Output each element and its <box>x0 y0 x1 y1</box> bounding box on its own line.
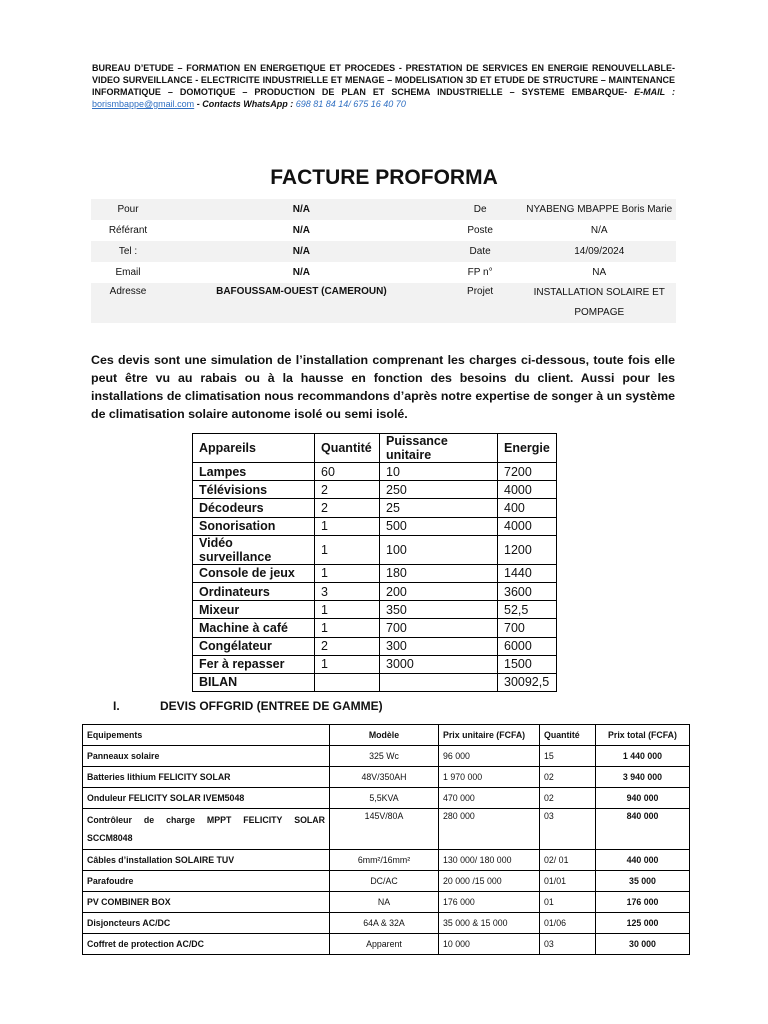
table-cell: Télévisions <box>193 481 315 499</box>
table-cell: 176 000 <box>439 892 540 913</box>
table-cell: Vidéo surveillance <box>193 535 315 564</box>
table-row <box>193 582 557 600</box>
info-label: Poste <box>467 225 493 236</box>
contacts-label: - Contacts WhatsApp : <box>196 99 294 109</box>
info-label: FP n° <box>467 267 493 278</box>
info-value: NA <box>592 267 607 278</box>
table-cell: 1 <box>315 564 380 582</box>
table-cell: 64A & 32A <box>330 913 439 934</box>
table-cell: Parafoudre <box>83 871 330 892</box>
table-row <box>193 481 557 499</box>
table-cell: 700 <box>498 619 557 637</box>
devis-header-row <box>83 725 690 746</box>
section-heading <box>113 699 383 713</box>
table-cell: 2 <box>315 499 380 517</box>
table-row <box>193 601 557 619</box>
table-cell: 15 <box>540 746 596 767</box>
table-cell: 03 <box>540 934 596 955</box>
table-cell: 6000 <box>498 637 557 655</box>
table-row <box>83 850 690 871</box>
table-cell: 4000 <box>498 481 557 499</box>
table-cell: Apparent <box>330 934 439 955</box>
col-header: Quantité <box>540 725 596 746</box>
col-header: Energie <box>498 434 557 463</box>
table-cell: 2 <box>315 637 380 655</box>
table-cell: 25 <box>380 499 498 517</box>
table-cell: 470 000 <box>439 788 540 809</box>
info-value: BAFOUSSAM-OUEST (CAMEROUN) <box>165 283 438 323</box>
table-cell: Congélateur <box>193 637 315 655</box>
info-row <box>91 199 676 220</box>
table-cell: Onduleur FELICITY SOLAR IVEM5048 <box>83 788 330 809</box>
table-cell: 30 000 <box>596 934 690 955</box>
info-label: Référant <box>108 225 148 236</box>
table-cell: 145V/80A <box>330 809 439 850</box>
table-cell: 01/06 <box>540 913 596 934</box>
table-row <box>83 913 690 934</box>
table-cell: 280 000 <box>439 809 540 850</box>
table-cell: Batteries lithium FELICITY SOLAR <box>83 767 330 788</box>
table-cell: 3 <box>315 582 380 600</box>
table-cell: 3 940 000 <box>596 767 690 788</box>
table-cell: Décodeurs <box>193 499 315 517</box>
table-cell: 5,5KVA <box>330 788 439 809</box>
col-header: Equipements <box>83 725 330 746</box>
table-cell: 03 <box>540 809 596 850</box>
info-label: De <box>438 199 523 220</box>
table-row <box>83 788 690 809</box>
total-label: BILAN <box>193 673 315 691</box>
info-value: N/A <box>165 241 438 262</box>
document-title: FACTURE PROFORMA <box>270 166 498 189</box>
table-cell: 1 <box>315 655 380 673</box>
empty-cell <box>315 673 380 691</box>
info-value: N/A <box>292 267 310 278</box>
table-cell: 10 <box>380 463 498 481</box>
section-number: I. <box>113 699 120 713</box>
table-cell: Machine à café <box>193 619 315 637</box>
info-label: Pour <box>91 199 165 220</box>
table-row <box>193 619 557 637</box>
table-cell: 35 000 <box>596 871 690 892</box>
table-cell: 01 <box>540 892 596 913</box>
total-value: 30092,5 <box>498 673 557 691</box>
info-label: Adresse <box>91 283 165 323</box>
table-cell: Câbles d’installation SOLAIRE TUV <box>83 850 330 871</box>
loads-total-row <box>193 673 557 691</box>
table-cell: 400 <box>498 499 557 517</box>
table-row <box>193 564 557 582</box>
loads-body <box>193 463 557 674</box>
table-cell: 60 <box>315 463 380 481</box>
info-row <box>91 283 676 323</box>
table-cell: 130 000/ 180 000 <box>439 850 540 871</box>
devis-table <box>82 724 690 955</box>
company-header <box>92 62 675 110</box>
table-cell: 6mm²/16mm² <box>330 850 439 871</box>
table-cell: 250 <box>380 481 498 499</box>
empty-cell <box>380 673 498 691</box>
table-cell: Ordinateurs <box>193 582 315 600</box>
table-cell: 180 <box>380 564 498 582</box>
table-cell: 10 000 <box>439 934 540 955</box>
table-cell: Disjoncteurs AC/DC <box>83 913 330 934</box>
table-row <box>83 892 690 913</box>
table-cell: 1500 <box>498 655 557 673</box>
table-cell: 840 000 <box>596 809 690 850</box>
table-cell: Sonorisation <box>193 517 315 535</box>
info-value: NYABENG MBAPPE Boris Marie <box>523 199 677 220</box>
col-header: Quantité <box>315 434 380 463</box>
table-row <box>193 535 557 564</box>
table-cell: 1200 <box>498 535 557 564</box>
col-header: Modèle <box>330 725 439 746</box>
table-row <box>83 934 690 955</box>
table-cell: NA <box>330 892 439 913</box>
table-cell: Lampes <box>193 463 315 481</box>
table-cell: 1 <box>315 535 380 564</box>
loads-header-row <box>193 434 557 463</box>
info-row <box>91 241 676 262</box>
table-cell: 176 000 <box>596 892 690 913</box>
table-cell: 7200 <box>498 463 557 481</box>
devis-body <box>83 746 690 955</box>
table-cell: 1 <box>315 619 380 637</box>
table-cell: 02 <box>540 788 596 809</box>
table-cell: 325 Wc <box>330 746 439 767</box>
table-row <box>83 809 690 850</box>
table-row <box>83 767 690 788</box>
email-label: E-MAIL : <box>634 87 675 97</box>
table-cell: 35 000 & 15 000 <box>439 913 540 934</box>
intro-paragraph: Ces devis sont une simulation de l’installation comprenant les charges ci-dessous, toute fois elle peut être vu au rabais ou à la hausse en fonction des besoins du client. Aussi pour les installations de climatisation nous recommandons d’après notre expertise de songer à un système de climatisation solaire autonome isolé ou semi isolé. <box>91 353 675 421</box>
col-header: Puissance unitaire <box>380 434 498 463</box>
table-cell: 02/ 01 <box>540 850 596 871</box>
table-cell: 02 <box>540 767 596 788</box>
section-title: DEVIS OFFGRID (ENTREE DE GAMME) <box>160 699 383 713</box>
table-cell: 96 000 <box>439 746 540 767</box>
info-value: N/A <box>590 225 608 236</box>
table-cell: Mixeur <box>193 601 315 619</box>
table-row <box>83 871 690 892</box>
info-value: N/A <box>292 225 310 236</box>
table-cell: Panneaux solaire <box>83 746 330 767</box>
table-cell: 1 970 000 <box>439 767 540 788</box>
table-cell: Fer à repasser <box>193 655 315 673</box>
table-cell: 125 000 <box>596 913 690 934</box>
table-cell: 1 440 000 <box>596 746 690 767</box>
table-cell: 01/01 <box>540 871 596 892</box>
table-cell: 2 <box>315 481 380 499</box>
col-header: Prix total (FCFA) <box>596 725 690 746</box>
table-cell: 200 <box>380 582 498 600</box>
table-cell: 1440 <box>498 564 557 582</box>
info-label: Projet <box>438 283 523 323</box>
table-cell: 940 000 <box>596 788 690 809</box>
info-row <box>91 220 676 241</box>
table-row <box>193 463 557 481</box>
info-label: Date <box>438 241 523 262</box>
table-row <box>193 499 557 517</box>
info-value: 14/09/2024 <box>523 241 677 262</box>
table-row <box>193 517 557 535</box>
loads-table <box>192 433 557 692</box>
table-cell: 4000 <box>498 517 557 535</box>
table-cell: 500 <box>380 517 498 535</box>
table-cell: 52,5 <box>498 601 557 619</box>
info-value: INSTALLATION SOLAIRE ET POMPAGE <box>523 283 677 323</box>
table-cell: 440 000 <box>596 850 690 871</box>
table-cell: Coffret de protection AC/DC <box>83 934 330 955</box>
table-cell: 700 <box>380 619 498 637</box>
table-cell: 20 000 /15 000 <box>439 871 540 892</box>
table-cell: 48V/350AH <box>330 767 439 788</box>
table-cell: 3000 <box>380 655 498 673</box>
table-cell: 100 <box>380 535 498 564</box>
col-header: Prix unitaire (FCFA) <box>439 725 540 746</box>
table-cell: 1 <box>315 517 380 535</box>
table-row <box>193 655 557 673</box>
email-link[interactable]: borismbappe@gmail.com <box>92 99 195 109</box>
info-label: Tel : <box>91 241 165 262</box>
table-cell: 350 <box>380 601 498 619</box>
col-header: Appareils <box>193 434 315 463</box>
table-cell: 3600 <box>498 582 557 600</box>
table-cell: DC/AC <box>330 871 439 892</box>
info-value: N/A <box>165 199 438 220</box>
table-row <box>193 637 557 655</box>
phone-numbers: 698 81 84 14/ 675 16 40 70 <box>295 99 406 109</box>
info-row <box>91 262 676 283</box>
table-cell: PV COMBINER BOX <box>83 892 330 913</box>
table-cell: 1 <box>315 601 380 619</box>
info-table <box>91 199 676 323</box>
table-cell: Contrôleur de charge MPPT FELICITY SOLAR SCCM8048 <box>83 809 330 850</box>
table-cell: Console de jeux <box>193 564 315 582</box>
table-cell: 300 <box>380 637 498 655</box>
table-row <box>83 746 690 767</box>
info-label: Email <box>115 267 141 278</box>
services-text: BUREAU D’ETUDE – FORMATION EN ENERGETIQUE ET PROCEDES - PRESTATION DE SERVICES EN ENERGIE RENOUVELLABLE- VIDEO SURVEILLANCE - ELECTRICITE INDUSTRIELLE ET MENAGE – MODELISATION 3D ET ETUDE DE STRUCTURE – MAINTENANCE INFORMATIQUE – DOMOTIQUE – PRODUCTION DE PLAN ET SCHEMA INDUSTRIELLE – SYSTEME EMBARQUE- <box>92 63 675 97</box>
